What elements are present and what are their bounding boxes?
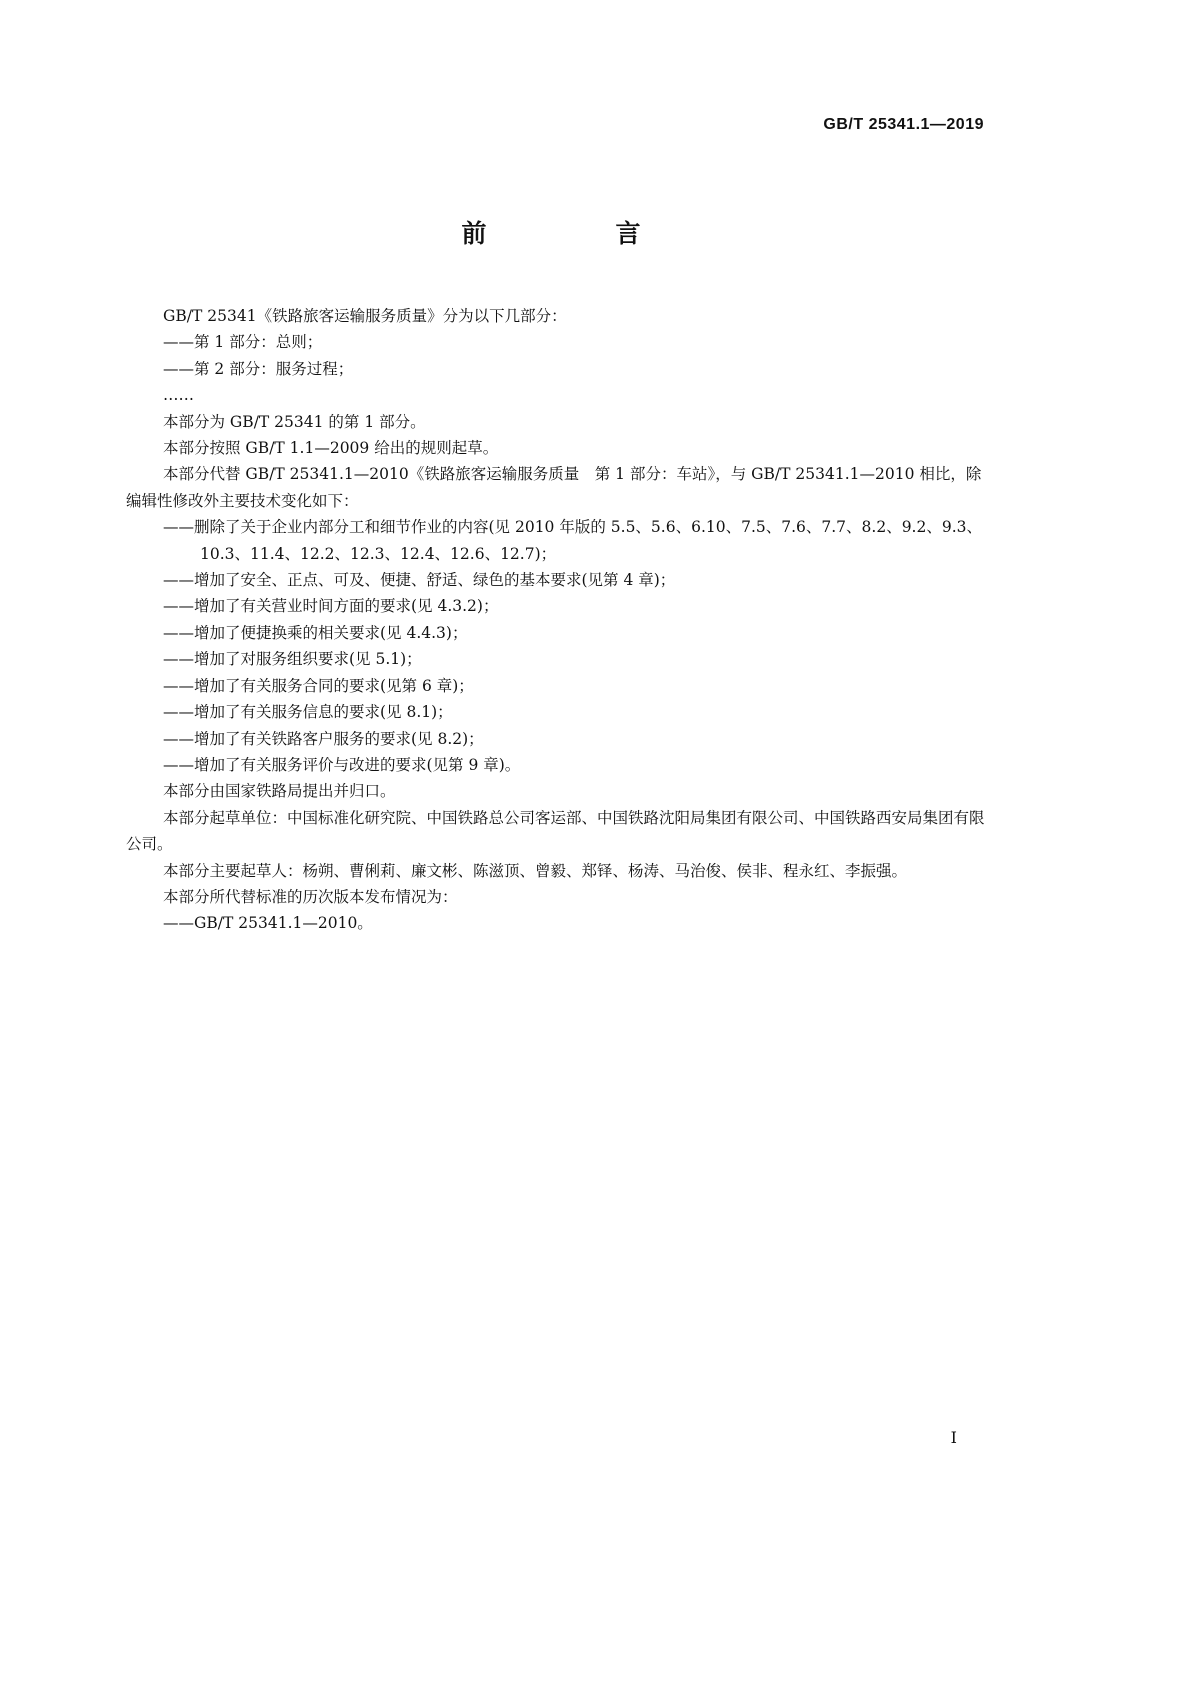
foreword-body <box>126 303 986 937</box>
list-item-change: ——增加了有关服务信息的要求(见 8.1)； <box>163 703 453 722</box>
paragraph-drafting-rules: 本部分按照 GB/T 1.1—2009 给出的规则起草。 <box>163 439 499 458</box>
page-title: 前 言 <box>461 219 693 248</box>
paragraph-history-intro: 本部分所代替标准的历次版本发布情况为： <box>163 887 458 906</box>
paragraph-drafters: 本部分主要起草人：杨朔、曹俐莉、廉文彬、陈滋顶、曾毅、郑铎、杨涛、马治俊、侯非、程永红、李振强。 <box>163 861 908 880</box>
list-item-change: ——增加了对服务组织要求(见 5.1)； <box>163 650 422 669</box>
list-item-part-1: ——第 1 部分：总则； <box>163 333 323 352</box>
list-item-history: ——GB/T 25341.1—2010。 <box>163 914 373 933</box>
list-item-change: ——增加了有关服务合同的要求(见第 6 章)； <box>163 676 474 695</box>
paragraph-proposer: 本部分由国家铁路局提出并归口。 <box>163 782 396 801</box>
list-item-change: ——增加了有关服务评价与改进的要求(见第 9 章)。 <box>163 755 521 774</box>
paragraph-drafting-units: 本部分起草单位：中国标准化研究院、中国铁路总公司客运部、中国铁路沈阳局集团有限公司、中国铁路西安局集团有限公司。 <box>126 808 985 854</box>
list-item-change: ——增加了有关铁路客户服务的要求(见 8.2)； <box>163 729 484 748</box>
page-number: I <box>950 1428 957 1447</box>
list-item-part-2: ——第 2 部分：服务过程； <box>163 359 354 378</box>
list-item-change: ——增加了有关营业时间方面的要求(见 4.3.2)； <box>163 597 499 616</box>
ellipsis: …… <box>163 386 194 405</box>
paragraph-part-statement: 本部分为 GB/T 25341 的第 1 部分。 <box>163 412 426 431</box>
paragraph-replacement: 本部分代替 GB/T 25341.1—2010《铁路旅客运输服务质量 第 1 部分：车站》，与 GB/T 25341.1—2010 相比，除编辑性修改外主要技术变化如下： <box>126 465 982 510</box>
list-item-change: ——增加了便捷换乘的相关要求(见 4.4.3)； <box>163 623 468 642</box>
list-item-change: ——删除了关于企业内部分工和细节作业的内容(见 2010 年版的 5.5、5.6、6.10、7.5、7.6、7.7、8.2、9.2、9.3、10.3、11.4、12.2、12.3、12.4、12.6、12.7)； <box>163 518 982 563</box>
document-code: GB/T 25341.1—2019 <box>823 116 984 133</box>
list-item-change: ——增加了安全、正点、可及、便捷、舒适、绿色的基本要求(见第 4 章)； <box>163 571 676 590</box>
paragraph-parts-intro: GB/T 25341《铁路旅客运输服务质量》分为以下几部分： <box>163 307 567 325</box>
